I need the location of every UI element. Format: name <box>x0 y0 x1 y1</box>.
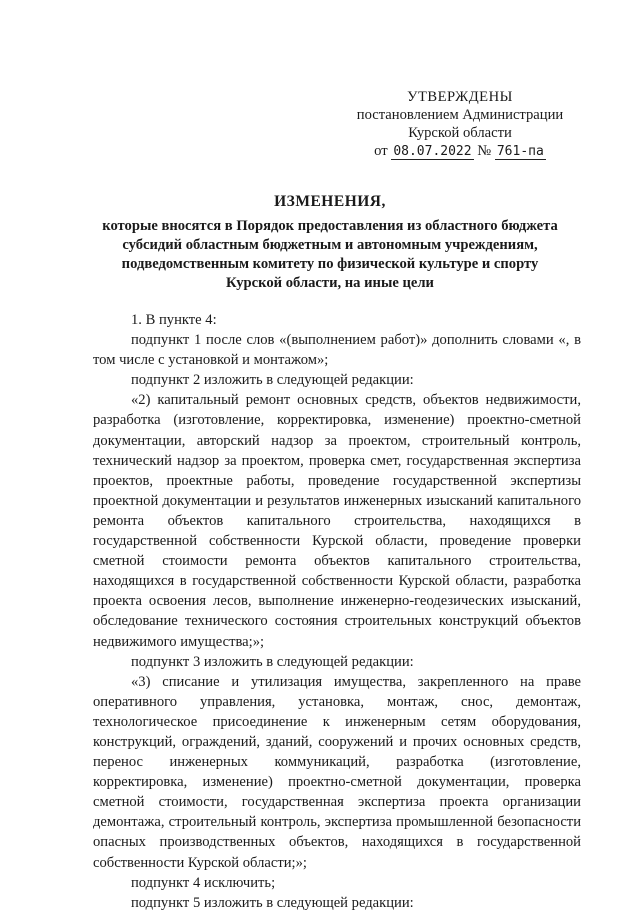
approval-date: 08.07.2022 <box>393 144 472 159</box>
approval-title: УТВЕРЖДЕНЫ <box>407 89 513 105</box>
document-body <box>93 310 581 913</box>
paragraph: подпункт 1 после слов «(выполнением работ)» дополнить словами «, в том числе с установкой и монтажом»; <box>93 332 581 369</box>
heading-line: которые вносятся в Порядок предоставления из областного бюджета <box>102 218 558 234</box>
date-prefix: от <box>374 143 388 159</box>
approval-block <box>330 88 590 161</box>
approval-number: 761-па <box>496 144 544 159</box>
heading-line: подведомственным комитету по физической культуре и спорту <box>121 256 539 272</box>
approval-line-2: Курской области <box>408 125 512 141</box>
heading-title: ИЗМЕНЕНИЯ, <box>274 193 386 210</box>
heading-line: субсидий областным бюджетным и автономным учреждениям, <box>122 237 538 253</box>
approval-date-row <box>330 142 590 161</box>
paragraph: подпункт 3 изложить в следующей редакции: <box>131 653 414 670</box>
approval-line-1: постановлением Администрации <box>356 107 564 123</box>
document-heading <box>80 192 580 293</box>
paragraph: подпункт 2 изложить в следующей редакции: <box>131 372 414 389</box>
paragraph: «3) списание и утилизация имущества, закрепленного на праве оперативного управления, установка, монтаж, снос, демонтаж, технологическое присоединение к инженерным сетям оборудования, конструкций, ограждений, зданий, сооружений и прочих основных средств, перенос инженерных коммуникаций, разработка (изготовление, корректировка, изменение) проектно-сметной документации, проверка сметной стоимости, государственная экспертиза проекта организации демонтажа, строительный контроль, экспертиза промышленной безопасности опасных производственных объектов, находящихся в государственной собственности Курской области;»; <box>93 673 581 871</box>
paragraph: подпункт 4 исключить; <box>131 874 276 891</box>
paragraph: «2) капитальный ремонт основных средств, объектов недвижимости, разработка (изготовление, корректировка, изменение) проектно-сметной документации, авторский надзор за проектом, строительный контроль, технический надзор за проектом, проверка смет, государственная экспертиза проектов, проектные работы, проведение государственной экспертизы проектной документации и результатов инженерных изысканий капитального ремонта объектов капитального строительства, находящихся в государственной собственности Курской области, проведение проверки сметной стоимости ремонта объектов капитального строительства, находящихся в государственной собственности Курской области, разработка проекта освоения лесов, выполнение инженерно-геодезических изысканий, обследование технического состояния строительных конструкций объектов недвижимого имущества;»; <box>93 392 581 650</box>
paragraph: подпункт 5 изложить в следующей редакции: <box>131 894 414 911</box>
number-prefix: № <box>477 143 492 159</box>
paragraph: 1. В пункте 4: <box>131 312 217 328</box>
heading-line: Курской области, на иные цели <box>226 275 434 291</box>
